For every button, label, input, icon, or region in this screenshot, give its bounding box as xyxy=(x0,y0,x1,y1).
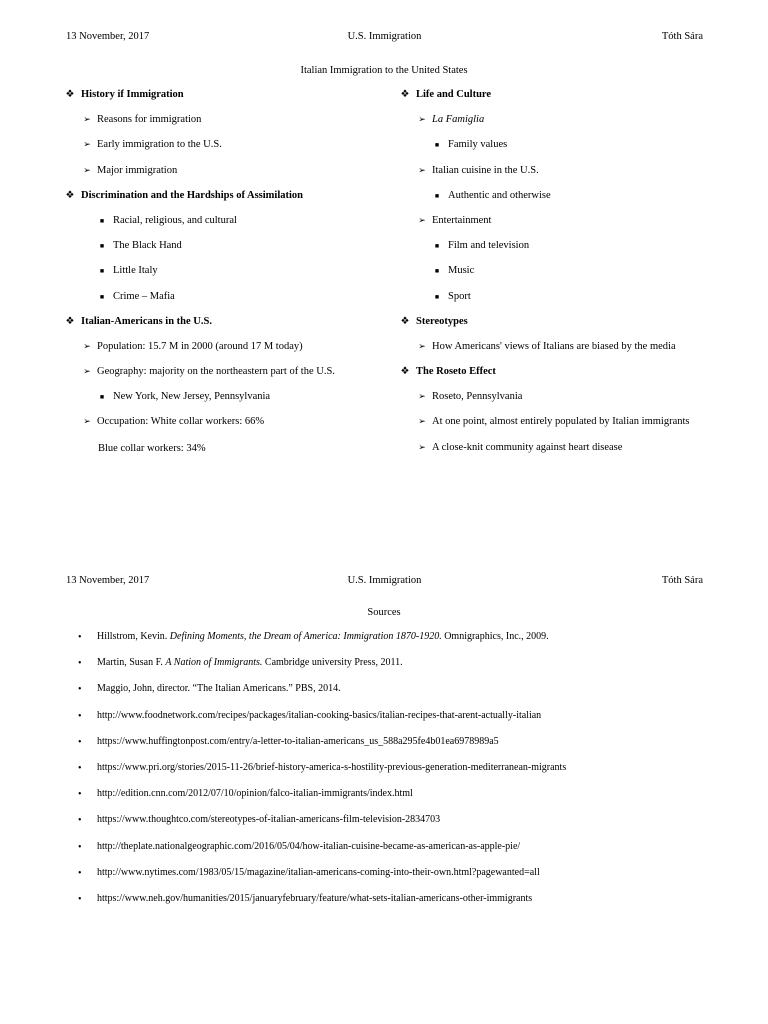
outline-item-text: A close-knit community against heart disease xyxy=(432,441,623,453)
square-bullet-icon: ■ xyxy=(99,393,105,402)
outline-item-level-3 xyxy=(64,265,394,290)
outline-item-level-2 xyxy=(399,165,719,190)
source-text-part: https://www.neh.gov/humanities/2015/januaryfebruary/feature/what-sets-italian-americans-other-immigrants xyxy=(97,892,533,904)
outline-item-text: Life and Culture xyxy=(416,89,492,100)
outline-right-column xyxy=(399,89,719,467)
outline-item-text: Music xyxy=(448,265,475,277)
outline-item-level-1 xyxy=(399,366,719,391)
outline-item-level-2 xyxy=(64,416,394,441)
arrow-bullet-icon: ➢ xyxy=(418,391,426,402)
outline-left-column xyxy=(64,89,394,442)
outline-item-text: Film and television xyxy=(448,240,530,252)
source-text xyxy=(97,710,541,721)
outline-item-level-2 xyxy=(64,165,394,190)
source-text-part: A Nation of Immigrants. xyxy=(165,657,263,669)
outline-item-text: Italian-Americans in the U.S. xyxy=(81,315,212,327)
source-text xyxy=(97,788,413,799)
outline-item-level-2 xyxy=(399,442,719,467)
header-course: U.S. Immigration xyxy=(347,575,422,586)
source-item xyxy=(78,814,718,840)
page-title: Italian Immigration to the United States xyxy=(300,65,468,76)
source-text-part: https://www.pri.org/stories/2015-11-26/brief-history-america-s-hostility-previous-generation-mediterranean-migrants xyxy=(97,761,567,773)
square-bullet-icon: ■ xyxy=(99,267,105,276)
arrow-bullet-icon: ➢ xyxy=(83,164,91,175)
sources-title: Sources xyxy=(367,607,401,618)
diamond-bullet-icon: ❖ xyxy=(400,315,410,327)
outline-item-text: How Americans' views of Italians are biased by the media xyxy=(432,340,676,352)
outline-item-text: La Famiglia xyxy=(432,114,485,126)
source-item xyxy=(78,657,718,683)
round-bullet-icon: • xyxy=(78,736,82,748)
outline-item-text: Major immigration xyxy=(97,164,178,176)
outline-item-text: The Roseto Effect xyxy=(416,366,496,378)
round-bullet-icon: • xyxy=(78,632,82,643)
header-author: Tóth Sára xyxy=(661,575,703,586)
source-text-part: http://theplate.nationalgeographic.com/2016/05/04/how-italian-cuisine-became-as-american-as-apple-pie/ xyxy=(97,840,521,852)
outline-item-level-3 xyxy=(64,215,394,240)
round-bullet-icon: • xyxy=(78,893,82,905)
round-bullet-icon: • xyxy=(78,789,82,801)
outline-item-level-1 xyxy=(64,316,394,341)
diamond-bullet-icon: ❖ xyxy=(65,315,75,327)
source-text-part: Hillstrom, Kevin. xyxy=(97,631,170,642)
arrow-bullet-icon: ➢ xyxy=(83,366,91,377)
round-bullet-icon: • xyxy=(78,710,82,722)
source-text-part: https://www.thoughtco.com/stereotypes-of-italian-americans-film-television-2834703 xyxy=(97,814,441,826)
outline-item-text: Little Italy xyxy=(113,265,158,277)
square-bullet-icon: ■ xyxy=(434,242,440,251)
outline-item-level-2 xyxy=(64,139,394,164)
outline-item-level-3 xyxy=(399,265,719,290)
header-date: 13 November, 2017 xyxy=(66,575,150,586)
header-author: Tóth Sára xyxy=(661,31,703,42)
square-bullet-icon: ■ xyxy=(99,216,105,225)
source-text-part: http://edition.cnn.com/2012/07/10/opinion/falco-italian-immigrants/index.html xyxy=(97,788,413,800)
outline-item-text: Stereotypes xyxy=(416,315,468,327)
round-bullet-icon: • xyxy=(78,841,82,853)
outline-item-level-1 xyxy=(399,316,719,341)
arrow-bullet-icon: ➢ xyxy=(418,416,426,427)
page-header xyxy=(66,31,703,45)
outline-item-text: Geography: majority on the northeastern part of the U.S. xyxy=(97,366,335,378)
outline-item-text: Italian cuisine in the U.S. xyxy=(432,164,539,176)
outline-item-level-2 xyxy=(399,391,719,416)
source-text-part: Cambridge university Press, 2011. xyxy=(262,657,403,669)
source-text-part: http://www.nytimes.com/1983/05/15/magazine/italian-americans-coming-into-their-own.html?pagewanted=all xyxy=(97,866,540,878)
diamond-bullet-icon: ❖ xyxy=(400,89,410,100)
source-text-part: http://www.foodnetwork.com/recipes/packages/italian-cooking-basics/italian-recipes-that-arent-actually-italian xyxy=(97,709,542,721)
source-text xyxy=(97,893,532,904)
round-bullet-icon: • xyxy=(78,762,82,774)
source-text-part: Omnigraphics, Inc., 2009. xyxy=(441,631,549,642)
page-header xyxy=(66,575,703,589)
source-text xyxy=(97,631,549,642)
outline-item-level-1 xyxy=(64,89,394,114)
source-item xyxy=(78,736,718,762)
square-bullet-icon: ■ xyxy=(99,242,105,251)
outline-item-text: The Black Hand xyxy=(113,240,182,252)
outline-item-level-2 xyxy=(399,114,719,139)
outline-item-level-2 xyxy=(64,341,394,366)
source-text xyxy=(97,867,540,878)
round-bullet-icon: • xyxy=(78,684,82,696)
outline-item-level-3 xyxy=(399,291,719,316)
arrow-bullet-icon: ➢ xyxy=(418,441,426,452)
diamond-bullet-icon: ❖ xyxy=(65,189,75,201)
sources-list xyxy=(78,631,718,919)
source-text xyxy=(97,736,499,747)
outline-item-level-1 xyxy=(64,190,394,215)
outline-item-text: History if Immigration xyxy=(81,89,184,100)
source-item xyxy=(78,683,718,709)
arrow-bullet-icon: ➢ xyxy=(418,164,426,175)
arrow-bullet-icon: ➢ xyxy=(418,214,426,225)
square-bullet-icon: ■ xyxy=(434,292,440,301)
outline-item-text: Sport xyxy=(448,290,471,302)
round-bullet-icon: • xyxy=(78,658,82,670)
source-item xyxy=(78,867,718,893)
outline-item-text: Population: 15.7 M in 2000 (around 17 M today) xyxy=(97,340,303,352)
diamond-bullet-icon: ❖ xyxy=(400,366,410,378)
outline-item-text: Racial, religious, and cultural xyxy=(113,214,237,226)
source-text xyxy=(97,841,520,852)
outline-item-text: At one point, almost entirely populated by Italian immigrants xyxy=(432,416,690,428)
occupation-continuation: Blue collar workers: 34% xyxy=(98,443,206,454)
header-date: 13 November, 2017 xyxy=(66,31,150,42)
square-bullet-icon: ■ xyxy=(99,292,105,301)
source-item xyxy=(78,762,718,788)
outline-item-level-3 xyxy=(399,190,719,215)
source-item xyxy=(78,631,718,657)
square-bullet-icon: ■ xyxy=(434,191,440,200)
arrow-bullet-icon: ➢ xyxy=(83,340,91,351)
outline-item-text: Early immigration to the U.S. xyxy=(97,139,222,151)
outline-item-text: Authentic and otherwise xyxy=(448,189,551,201)
square-bullet-icon: ■ xyxy=(434,267,440,276)
outline-item-level-3 xyxy=(64,391,394,416)
outline-item-level-2 xyxy=(64,114,394,139)
source-text-part: Defining Moments, the Dream of America: Immigration 1870-1920. xyxy=(169,631,442,642)
outline-item-level-2 xyxy=(399,416,719,441)
diamond-bullet-icon: ❖ xyxy=(65,89,75,100)
source-text xyxy=(97,657,403,668)
source-text xyxy=(97,683,341,694)
outline-item-level-3 xyxy=(64,291,394,316)
outline-item-level-1 xyxy=(399,89,719,114)
source-text xyxy=(97,814,440,825)
source-text-part: Martin, Susan F. xyxy=(97,657,166,669)
outline-item-text: Discrimination and the Hardships of Assimilation xyxy=(81,189,303,201)
outline-item-level-3 xyxy=(64,240,394,265)
outline-item-level-3 xyxy=(399,240,719,265)
outline-item-text: Reasons for immigration xyxy=(97,114,202,126)
outline-item-text: Family values xyxy=(448,139,508,151)
round-bullet-icon: • xyxy=(78,867,82,879)
source-item xyxy=(78,710,718,736)
arrow-bullet-icon: ➢ xyxy=(418,340,426,351)
outline-item-level-2 xyxy=(399,215,719,240)
header-course: U.S. Immigration xyxy=(347,31,422,42)
source-item xyxy=(78,841,718,867)
outline-item-text: Entertainment xyxy=(432,214,492,226)
arrow-bullet-icon: ➢ xyxy=(418,114,426,125)
square-bullet-icon: ■ xyxy=(434,141,440,150)
arrow-bullet-icon: ➢ xyxy=(83,114,91,125)
outline-item-level-2 xyxy=(399,341,719,366)
round-bullet-icon: • xyxy=(78,815,82,827)
outline-item-text: Roseto, Pennsylvania xyxy=(432,391,523,403)
arrow-bullet-icon: ➢ xyxy=(83,416,91,427)
source-text xyxy=(97,762,566,773)
source-item xyxy=(78,788,718,814)
source-item xyxy=(78,893,718,919)
outline-item-level-2 xyxy=(64,366,394,391)
source-text-part: Maggio, John, director. “The Italian Americans.” PBS, 2014. xyxy=(97,683,341,695)
outline-item-text: New York, New Jersey, Pennsylvania xyxy=(113,391,271,403)
outline-item-text: Crime – Mafia xyxy=(113,290,175,302)
outline-item-level-3 xyxy=(399,139,719,164)
source-text-part: https://www.huffingtonpost.com/entry/a-letter-to-italian-americans_us_588a295fe4b01ea6978989a5 xyxy=(97,735,499,747)
outline-item-text: Occupation: White collar workers: 66% xyxy=(97,416,265,428)
arrow-bullet-icon: ➢ xyxy=(83,139,91,150)
page-2 xyxy=(0,540,768,1024)
